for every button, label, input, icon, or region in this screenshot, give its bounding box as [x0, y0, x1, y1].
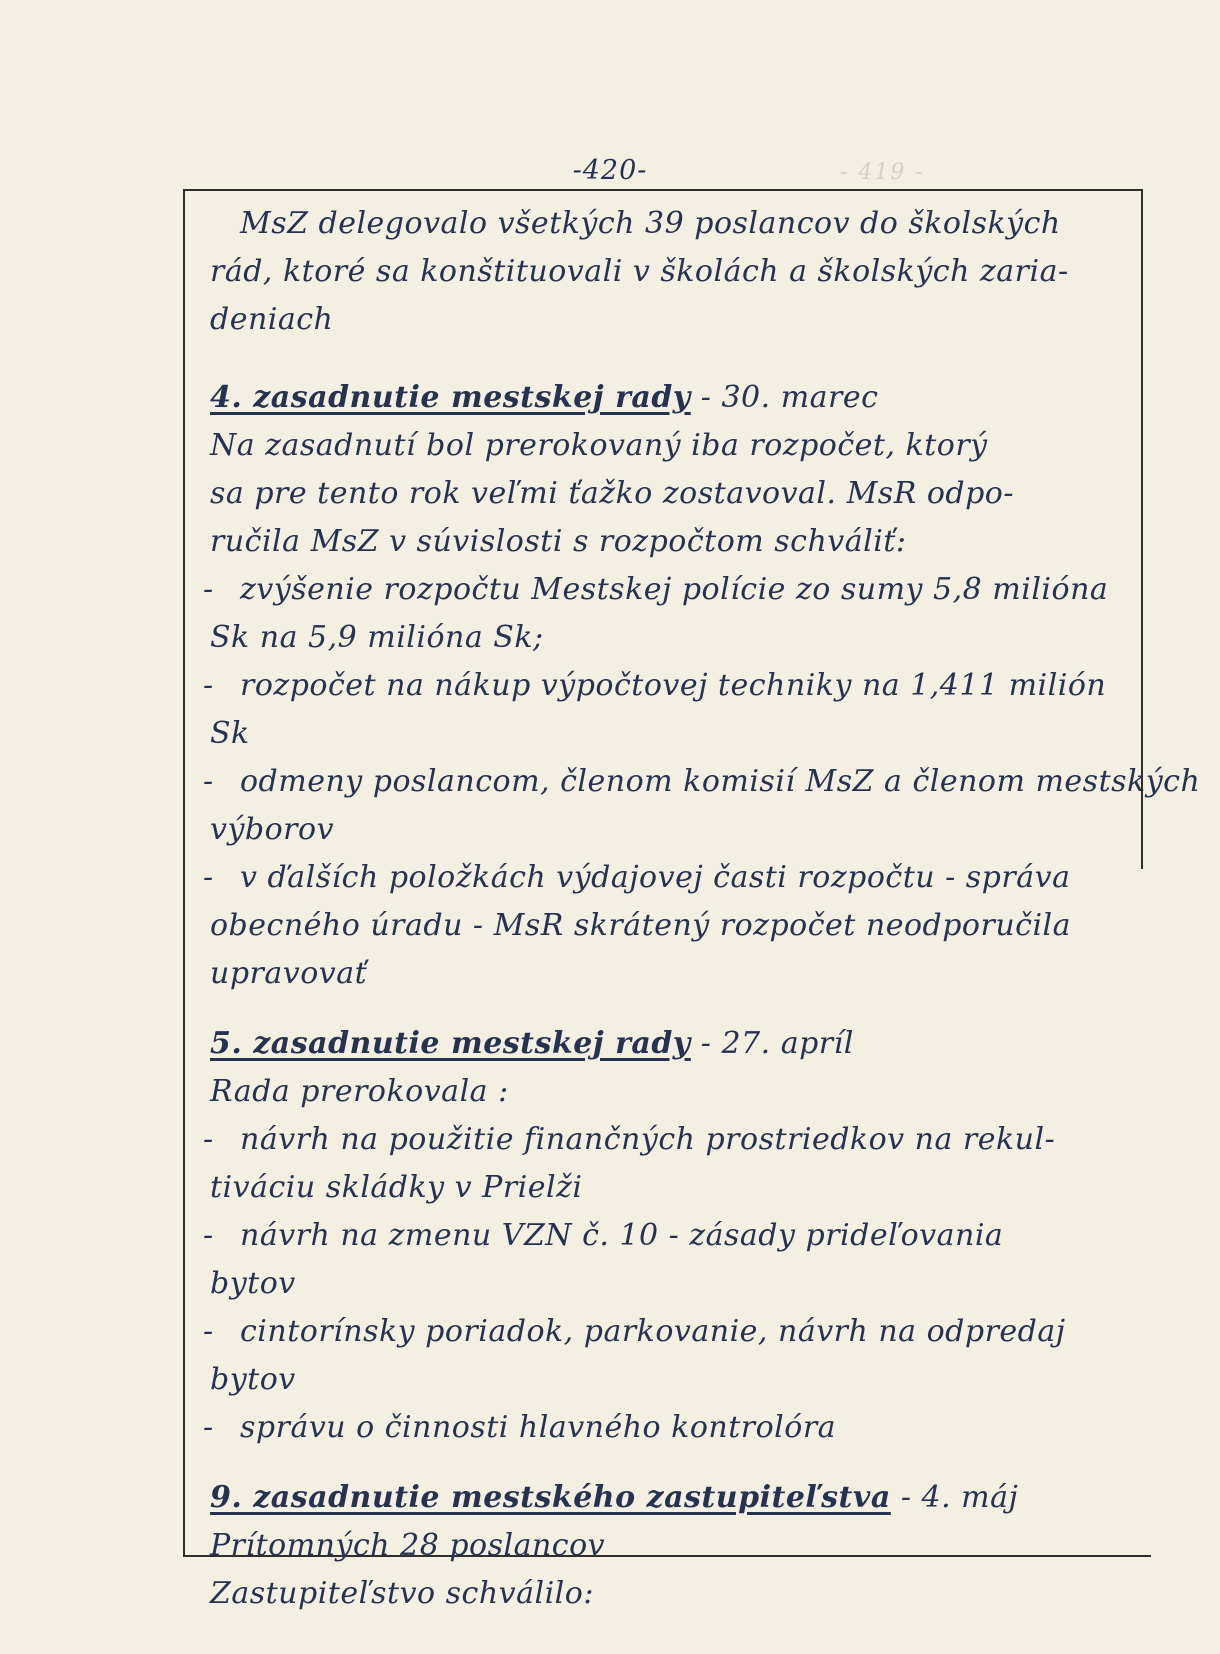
list-item-continuation: bytov [210, 1362, 296, 1397]
text-line: deniach [210, 302, 334, 337]
list-item: - rozpočet na nákup výpočtovej techniky na 1,411 milión [203, 668, 1107, 703]
list-item: - v ďalších položkách výdajovej časti rozpočtu - správa [203, 860, 1071, 895]
section-date: - 4. máj [900, 1480, 1019, 1515]
list-item-continuation: upravovať [210, 956, 368, 991]
list-item: - návrh na zmenu VZN č. 10 - zásady prideľovania [203, 1218, 1004, 1253]
section-9 [210, 1474, 1135, 1618]
text-line: Prítomných 28 poslancov [210, 1528, 606, 1563]
section-title: 4. zasadnutie mestskej rady [210, 380, 691, 415]
list-item-continuation: obecného úradu - MsR skrátený rozpočet neodporučila [210, 908, 1072, 943]
intro-paragraph [210, 200, 1135, 344]
frame-left-line [183, 189, 185, 1557]
list-item: - zvýšenie rozpočtu Mestskej polície zo sumy 5,8 milióna [203, 572, 1109, 607]
text-line: Rada prerokovala : [210, 1074, 509, 1109]
text-line: rád, ktoré sa konštituovali v školách a školských zaria- [210, 254, 1069, 289]
section-heading [210, 1020, 1135, 1068]
list-item: - cintorínsky poriadok, parkovanie, návrh na odpredaj [203, 1314, 1066, 1349]
list-item-continuation: bytov [210, 1266, 296, 1301]
text-line: ručila MsZ v súvislosti s rozpočtom schváliť: [210, 524, 907, 559]
list-item: - návrh na použitie finančných prostriedkov na rekul- [203, 1122, 1056, 1157]
section-date: - 27. apríl [700, 1026, 854, 1061]
section-date: - 30. marec [700, 380, 879, 415]
section-heading [210, 1474, 1135, 1522]
text-line: sa pre tento rok veľmi ťažko zostavoval. MsR odpo- [210, 476, 1014, 511]
section-title: 5. zasadnutie mestskej rady [210, 1026, 691, 1061]
section-4 [203, 374, 1201, 998]
list-item-continuation: tiváciu skládky v Prielži [210, 1170, 583, 1205]
bleed-through-page-number: - 419 - [840, 160, 925, 185]
page-content [203, 200, 1201, 1618]
page-number: -420- [572, 155, 648, 186]
text-line: Zastupiteľstvo schválilo: [210, 1576, 594, 1611]
section-5 [203, 1020, 1135, 1452]
text-line: MsZ delegovalo všetkých 39 poslancov do školských [240, 206, 1061, 241]
list-item-continuation: Sk na 5,9 milióna Sk; [210, 620, 544, 655]
section-heading [210, 374, 1135, 422]
list-item: - správu o činnosti hlavného kontrolóra [203, 1410, 837, 1445]
section-title: 9. zasadnutie mestského zastupiteľstva [210, 1480, 891, 1515]
list-item-continuation: Sk [210, 716, 250, 751]
list-item: - odmeny poslancom, členom komisií MsZ a členom mestských [203, 764, 1201, 799]
list-item-continuation: výborov [210, 812, 335, 847]
frame-top-line [183, 189, 1143, 191]
text-line: Na zasadnutí bol prerokovaný iba rozpočet, ktorý [210, 428, 988, 463]
